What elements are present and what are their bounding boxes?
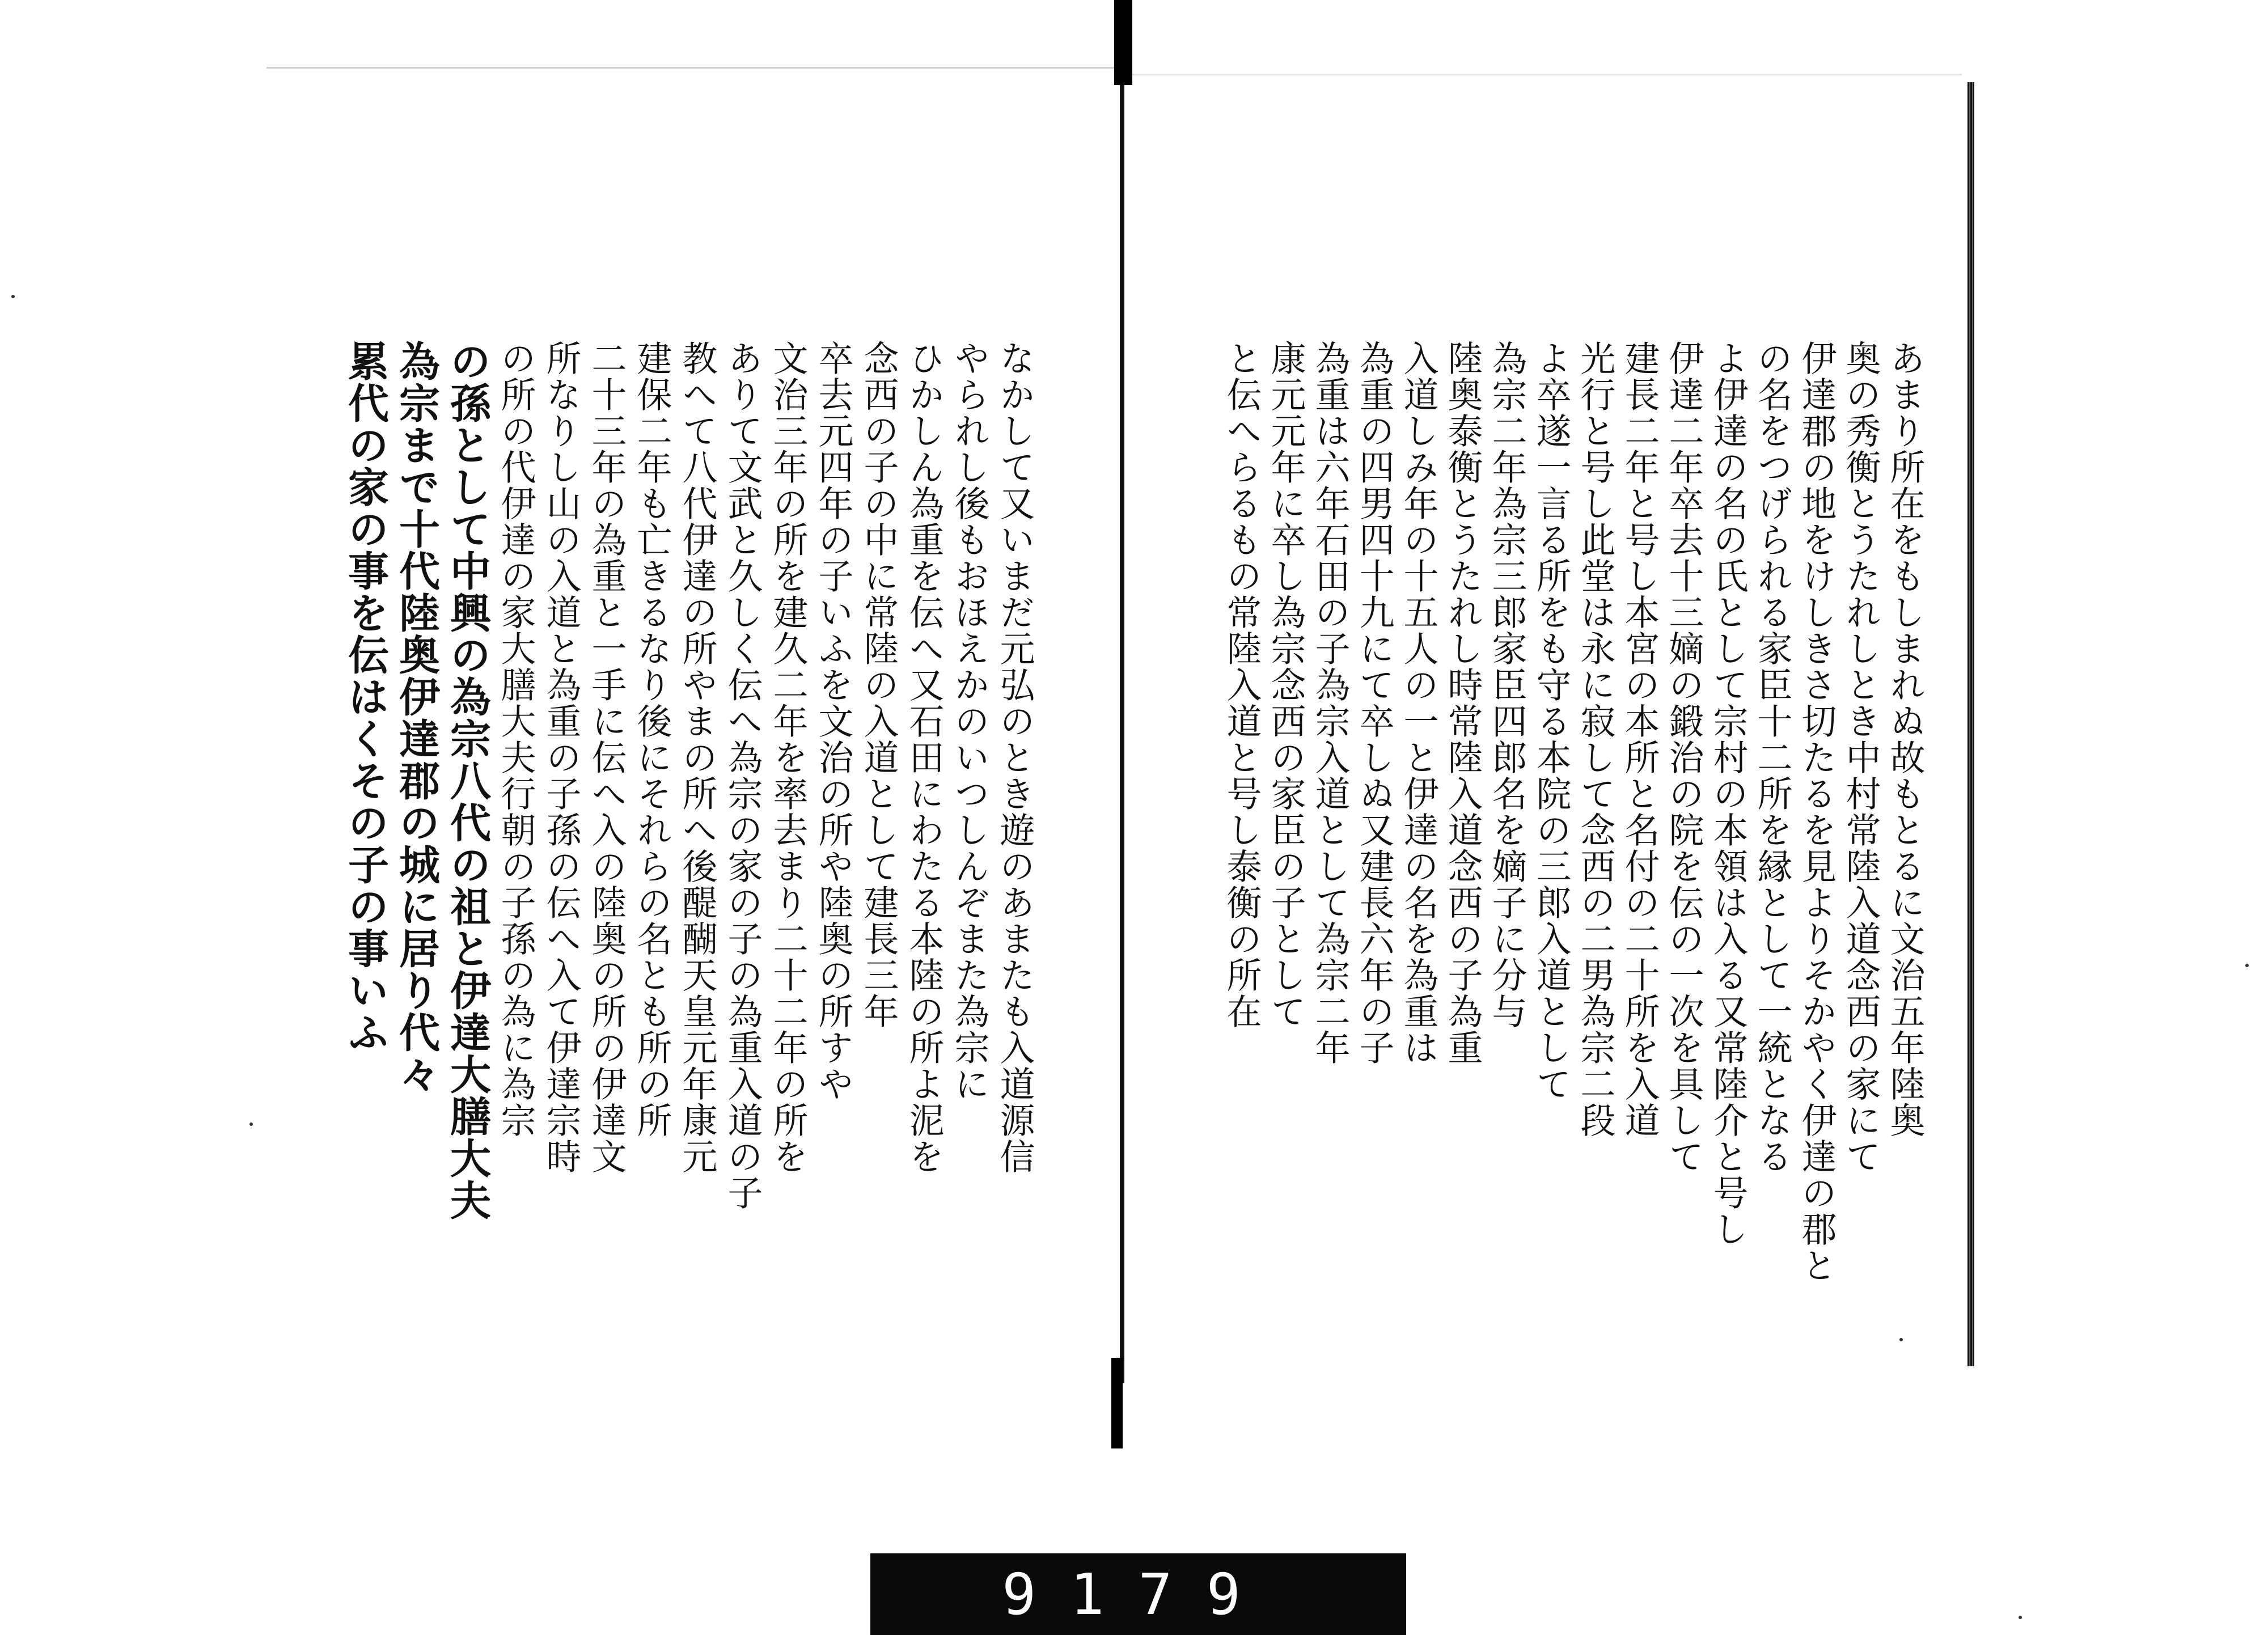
text-column: 卒去元四年の子いふを文治の所や陸奥の所すや — [813, 340, 854, 1102]
text-column: 文治三年の所を建久二年を率去まり二十二年の所を — [767, 340, 809, 1175]
text-column: 伊達郡の地をけしきさ切たるを見よりそかやく伊達の郡と — [1796, 340, 1837, 1284]
right-book-edge — [1967, 82, 1974, 1366]
text-column: の名をつげられる家臣十二所を縁として一統となる — [1751, 340, 1793, 1175]
text-column: の孫として中興の為宗八代の祖と伊達大膳大夫 — [443, 340, 492, 1221]
text-column: 為重の四男四十九にて卒しぬ又建長六年の子 — [1353, 340, 1395, 1066]
scan-speck — [2019, 1616, 2022, 1619]
text-column: 奥の秀衡とうたれしとき中村常陸入道念西の家にて — [1840, 340, 1881, 1175]
text-column: 為宗まで十代陸奥伊達郡の城に居り代々 — [392, 340, 441, 1095]
text-column: の所の代伊達の家大膳大夫行朝の子孫の為に為宗 — [495, 340, 536, 1138]
binding-clip — [1114, 0, 1132, 85]
text-column: 入道しみ年の十五人の一と伊達の名を為重は — [1398, 340, 1439, 1066]
scan-speck — [249, 1123, 253, 1126]
text-column: 為宗二年為宗三郎家臣四郎名を嫡子に分与 — [1486, 340, 1527, 1030]
text-column: 累代の家の事を伝はくその子の事いふ — [341, 340, 390, 1053]
text-column: 陸奥泰衡とうたれし時常陸入道念西の子為重 — [1442, 340, 1483, 1066]
text-column: 念西の子の中に常陸の入道として建長三年 — [858, 340, 899, 1030]
left-page-text — [341, 340, 1035, 1315]
text-column: 康元元年に卒し為宗念西の家臣の子として — [1265, 340, 1306, 1030]
text-column: 光行と号し此堂は永に寂して念西の二男為宗二段 — [1575, 340, 1616, 1138]
text-column: 為重は六年石田の子為宗入道として為宗二年 — [1309, 340, 1351, 1066]
binding-clip-bottom — [1111, 1358, 1123, 1448]
book-gutter — [1120, 85, 1124, 1383]
text-column: 建保二年も亡きるなり後にそれらの名とも所の所 — [631, 340, 672, 1138]
text-column: あまり所在をもしまれぬ故もとるに文治五年陸奥 — [1884, 340, 1926, 1138]
text-column: 建長二年と号し本宮の本所と名付の二十所を入道 — [1619, 340, 1660, 1138]
text-column: 所なりし山の入道と為重の子孫の伝へ入て伊達宗時 — [540, 340, 582, 1175]
text-column: なかして又いまだ元弘のとき遊のあまたも入道源信 — [994, 340, 1035, 1175]
text-column: ひかしん為重を伝へ又石田にわたる本陸の所よ泥を — [903, 340, 945, 1175]
text-column: 伊達二年卒去十三嫡の鍛治の院を伝の一次を具して — [1663, 340, 1704, 1175]
scan-speck — [2245, 964, 2249, 967]
shelf-mark-label: 9179 — [870, 1553, 1406, 1635]
text-column: ありて文武と久しく伝へ為宗の家の子の為重入道の子 — [722, 340, 763, 1211]
text-column: と伝へらるもの常陸入道と号し泰衡の所在 — [1221, 340, 1262, 1030]
text-column: よ伊達の名の氏として宗村の本領は入る又常陸介と号し — [1707, 340, 1749, 1247]
scan-speck — [1899, 1338, 1903, 1341]
scan-speck — [11, 295, 15, 298]
text-column: 二十三年の為重と一手に伝へ入の陸奥の所の伊達文 — [586, 340, 627, 1175]
text-column: よ卒遂一言る所をも守る本院の三郎入道として — [1530, 340, 1572, 1102]
text-column: やられし後もおほえかのいつしんぞまた為宗に — [949, 340, 990, 1102]
right-page-text — [1213, 340, 1926, 1315]
text-column: 教へて八代伊達の所やまの所へ後醍醐天皇元年康元 — [676, 340, 718, 1175]
